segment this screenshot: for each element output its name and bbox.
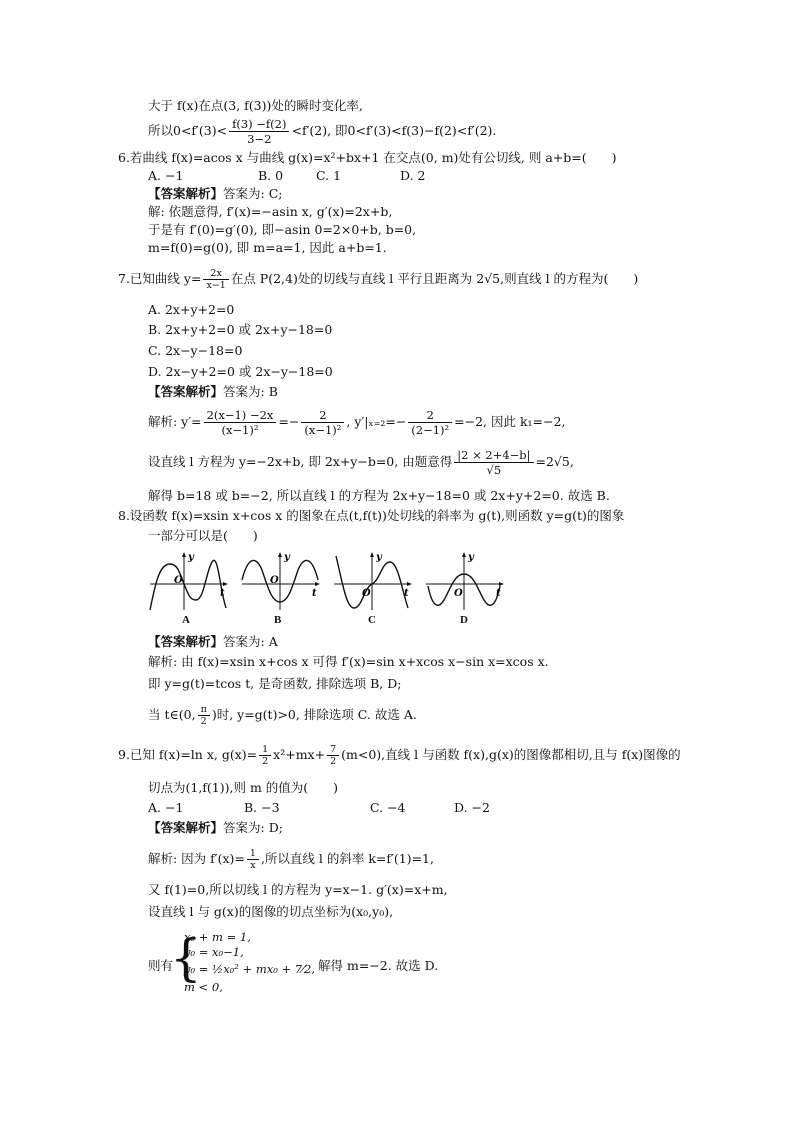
q9-sol1-frac-den: x <box>250 860 256 871</box>
q7-option-a: A. 2x+y+2=0 <box>148 302 235 317</box>
graph-c-y-label: y <box>376 552 382 563</box>
graph-b-t-label: t <box>312 588 317 599</box>
q7-sol2-a: 设直线 l 方程为 y=−2x+b, 即 2x+y−b=0, 由题意得 <box>148 454 453 469</box>
q9-answer-tag: 【答案解析】 <box>148 820 224 835</box>
graph-b-label: B <box>274 614 282 626</box>
q8-stem-1: 8.设函数 f(x)=xsin x+cos x 的图象在点(t,f(t))处切线的斜率为 g(t),则函数 y=g(t)的图象 <box>118 508 625 523</box>
q8-solution-3 <box>148 698 417 732</box>
q7-sol2-b: =2√5, <box>535 454 574 469</box>
q9-sol1-frac-num: 1 <box>247 848 259 860</box>
q7-sol1-frac-3-num: 2 <box>408 408 452 423</box>
q9-stem1-c: (m<0),直线 l 与函数 f(x),g(x)的图像都相切,且与 f(x)图像的 <box>341 747 681 762</box>
q9-system-eq-2: y₀ = x₀−1, <box>184 945 244 959</box>
graph-a-y-label: y <box>188 552 194 563</box>
graph-c-y-arrow <box>370 552 374 557</box>
graph-d-t-label: t <box>496 588 501 599</box>
q7-sol1-frac-2 <box>301 408 344 437</box>
q6-solution-1: 解: 依题意得, f′(x)=−asin x, g′(x)=2x+b, <box>148 204 393 219</box>
q6-solution-3: m=f(0)=g(0), 即 m=a=1, 因此 a+b=1. <box>148 240 387 255</box>
q7-sol1-frac-1-den: (x−1)² <box>221 423 259 437</box>
q7-sol1-frac-2-num: 2 <box>301 408 344 423</box>
q7-solution-1 <box>148 404 565 440</box>
graph-c-t-arrow <box>407 582 412 586</box>
q9-system-eq-1: x₀ + m = 1, <box>184 930 251 944</box>
graph-d <box>424 550 506 612</box>
q9-answer <box>148 820 283 836</box>
q9-system-eq-4: m < 0, <box>184 980 223 994</box>
q8-answer-text: 答案为: A <box>223 634 278 649</box>
q7-stem-a: 7.已知曲线 y= <box>118 271 202 286</box>
intro-line-1: 大于 f(x)在点(3, f(3))处的瞬时变化率, <box>148 98 363 113</box>
graph-a-y-arrow <box>182 552 186 557</box>
q7-sol2-frac-den: √5 <box>486 463 502 477</box>
q8-sol3-frac-den: 2 <box>200 716 207 727</box>
q9-sol1-b: ,所以直线 l 的斜率 k=f′(1)=1, <box>260 851 434 866</box>
q9-option-d: D. −2 <box>454 800 490 815</box>
q9-option-b: B. −3 <box>244 800 280 815</box>
q9-stem1-frac-1-num: 1 <box>259 744 271 756</box>
q7-answer <box>148 384 278 400</box>
q7-option-d: D. 2x−y+2=0 或 2x−y−18=0 <box>148 364 333 379</box>
q7-sol1-c: , y′|ₓ₌₂=− <box>346 414 407 429</box>
graph-c-origin: O <box>362 588 371 599</box>
intro-line-2-a: 所以0<f′(3)< <box>148 123 228 138</box>
q7-sol1-frac-1 <box>204 408 277 437</box>
intro-fraction <box>229 117 289 146</box>
q7-answer-text: 答案为: B <box>223 384 278 399</box>
q9-option-a: A. −1 <box>148 800 184 815</box>
q7-stem-frac-den: x−1 <box>206 280 226 291</box>
q7-sol1-frac-1-num: 2(x−1) −2x <box>204 408 277 423</box>
q6-option-d: D. 2 <box>400 168 426 183</box>
q9-stem1-frac-1 <box>259 744 271 767</box>
graph-a-t-label: t <box>220 588 225 599</box>
q6-option-c: C. 1 <box>316 168 342 183</box>
q9-stem1-frac-2-num: 7 <box>327 744 339 756</box>
graph-a-origin: O <box>174 575 183 586</box>
q6-solution-2: 于是有 f′(0)=g′(0), 即−asin 0=2×0+b, b=0, <box>148 222 417 237</box>
q9-system-prefix: 则有 <box>148 958 174 973</box>
q7-sol2-fraction <box>454 448 533 477</box>
q7-stem-fraction <box>203 268 228 291</box>
q7-sol1-frac-3 <box>408 408 452 437</box>
q7-solution-2 <box>148 444 574 480</box>
graph-c-label: C <box>368 614 376 626</box>
q6-stem: 6.若曲线 f(x)=acos x 与曲线 g(x)=x²+bx+1 在交点(0, m)处有公切线, 则 a+b=( ) <box>118 150 617 165</box>
q6-option-b: B. 0 <box>258 168 284 183</box>
q9-solution-2: 又 f(1)=0,所以切线 l 的方程为 y=x−1. g′(x)=x+m, <box>148 882 448 897</box>
q6-answer <box>148 186 282 202</box>
q9-stem1-a: 9.已知 f(x)=ln x, g(x)= <box>118 747 258 762</box>
graph-d-label: D <box>460 614 468 626</box>
q9-sol1-fraction <box>247 848 259 871</box>
q9-system-brace: { <box>170 929 202 987</box>
q6-answer-tag: 【答案解析】 <box>148 186 224 201</box>
q7-sol1-frac-2-den: (x−1)² <box>304 423 342 437</box>
q8-sol3-b: )时, y=g(t)>0, 排除选项 C. 故选 A. <box>211 707 417 722</box>
graph-c <box>332 550 414 612</box>
q6-answer-text: 答案为: C; <box>223 186 283 201</box>
graph-c-t-label: t <box>404 588 409 599</box>
graph-d-origin: O <box>454 588 463 599</box>
q7-stem-b: 在点 P(2,4)处的切线与直线 l 平行且距离为 2√5,则直线 l 的方程为( ) <box>230 271 639 286</box>
q8-answer <box>148 634 278 650</box>
q7-sol2-frac-num: |2 × 2+4−b| <box>454 448 533 463</box>
graph-d-y-label: y <box>468 552 474 563</box>
q9-answer-text: 答案为: D; <box>223 820 283 835</box>
q7-sol1-a: 解析: y′= <box>148 414 202 429</box>
q8-solution-1: 解析: 由 f(x)=xsin x+cos x 可得 f′(x)=sin x+xcos x−sin x=xcos x. <box>148 654 549 669</box>
q8-stem-2: 一部分可以是( ) <box>148 528 258 543</box>
q7-answer-tag: 【答案解析】 <box>148 384 224 399</box>
q7-stem-frac-num: 2x <box>203 268 228 280</box>
q7-sol1-frac-3-den: (2−1)² <box>411 423 450 437</box>
q8-sol3-a: 当 t∈(0, <box>148 707 196 722</box>
q9-system-eq-3: y₀ = ½x₀² + mx₀ + 7⁄2, <box>184 962 316 976</box>
q7-option-b: B. 2x+y+2=0 或 2x+y−18=0 <box>148 322 333 337</box>
q7-option-c: C. 2x−y−18=0 <box>148 343 243 358</box>
q9-stem1-frac-2-den: 2 <box>330 756 337 767</box>
q8-solution-2: 即 y=g(t)=tcos t, 是奇函数, 排除选项 B, D; <box>148 676 402 691</box>
graph-a-t-arrow <box>223 582 228 586</box>
q9-stem1-b: x²+mx+ <box>273 747 326 762</box>
q9-option-c: C. −4 <box>370 800 406 815</box>
q9-solution-1 <box>148 842 434 876</box>
graph-b-origin: O <box>270 575 279 586</box>
q8-sol3-frac-num: π <box>198 704 210 716</box>
q7-sol1-d: =−2, 因此 k₁=−2, <box>454 414 566 429</box>
graph-b-y-arrow <box>278 552 282 557</box>
graph-b-y-label: y <box>284 552 290 563</box>
intro-frac-num: f(3) −f(2) <box>229 117 289 132</box>
q9-system-suffix: 解得 m=−2. 故选 D. <box>318 958 439 973</box>
q8-sol3-fraction <box>198 704 210 727</box>
q9-stem-2: 切点为(1,f(1)),则 m 的值为( ) <box>148 780 339 795</box>
q9-sol1-a: 解析: 因为 f′(x)= <box>148 851 245 866</box>
q7-solution-3: 解得 b=18 或 b=−2, 所以直线 l 的方程为 2x+y−18=0 或 2x+y+2=0. 故选 B. <box>148 488 610 503</box>
graph-b-t-arrow <box>315 582 320 586</box>
graph-a-label: A <box>182 614 190 626</box>
q9-solution-3: 设直线 l 与 g(x)的图像的切点坐标为(x₀,y₀), <box>148 904 394 919</box>
intro-line-2-b: <f′(2), 即0<f′(3)<f(3)−f(2)<f′(2). <box>291 123 497 138</box>
graph-d-t-arrow <box>499 582 504 586</box>
q9-stem1-frac-2 <box>327 744 339 767</box>
q6-option-a: A. −1 <box>148 168 184 183</box>
graph-a <box>148 550 230 612</box>
q7-sol1-b: =− <box>278 414 300 429</box>
graph-b <box>240 550 322 612</box>
q9-stem1-frac-1-den: 2 <box>262 756 269 767</box>
intro-line-2 <box>148 114 496 148</box>
q8-answer-tag: 【答案解析】 <box>148 634 224 649</box>
graph-a-curve <box>150 560 226 610</box>
q9-stem-1 <box>118 738 681 772</box>
intro-frac-den: 3−2 <box>247 132 272 146</box>
q7-stem <box>118 262 638 296</box>
graph-d-y-arrow <box>462 552 466 557</box>
